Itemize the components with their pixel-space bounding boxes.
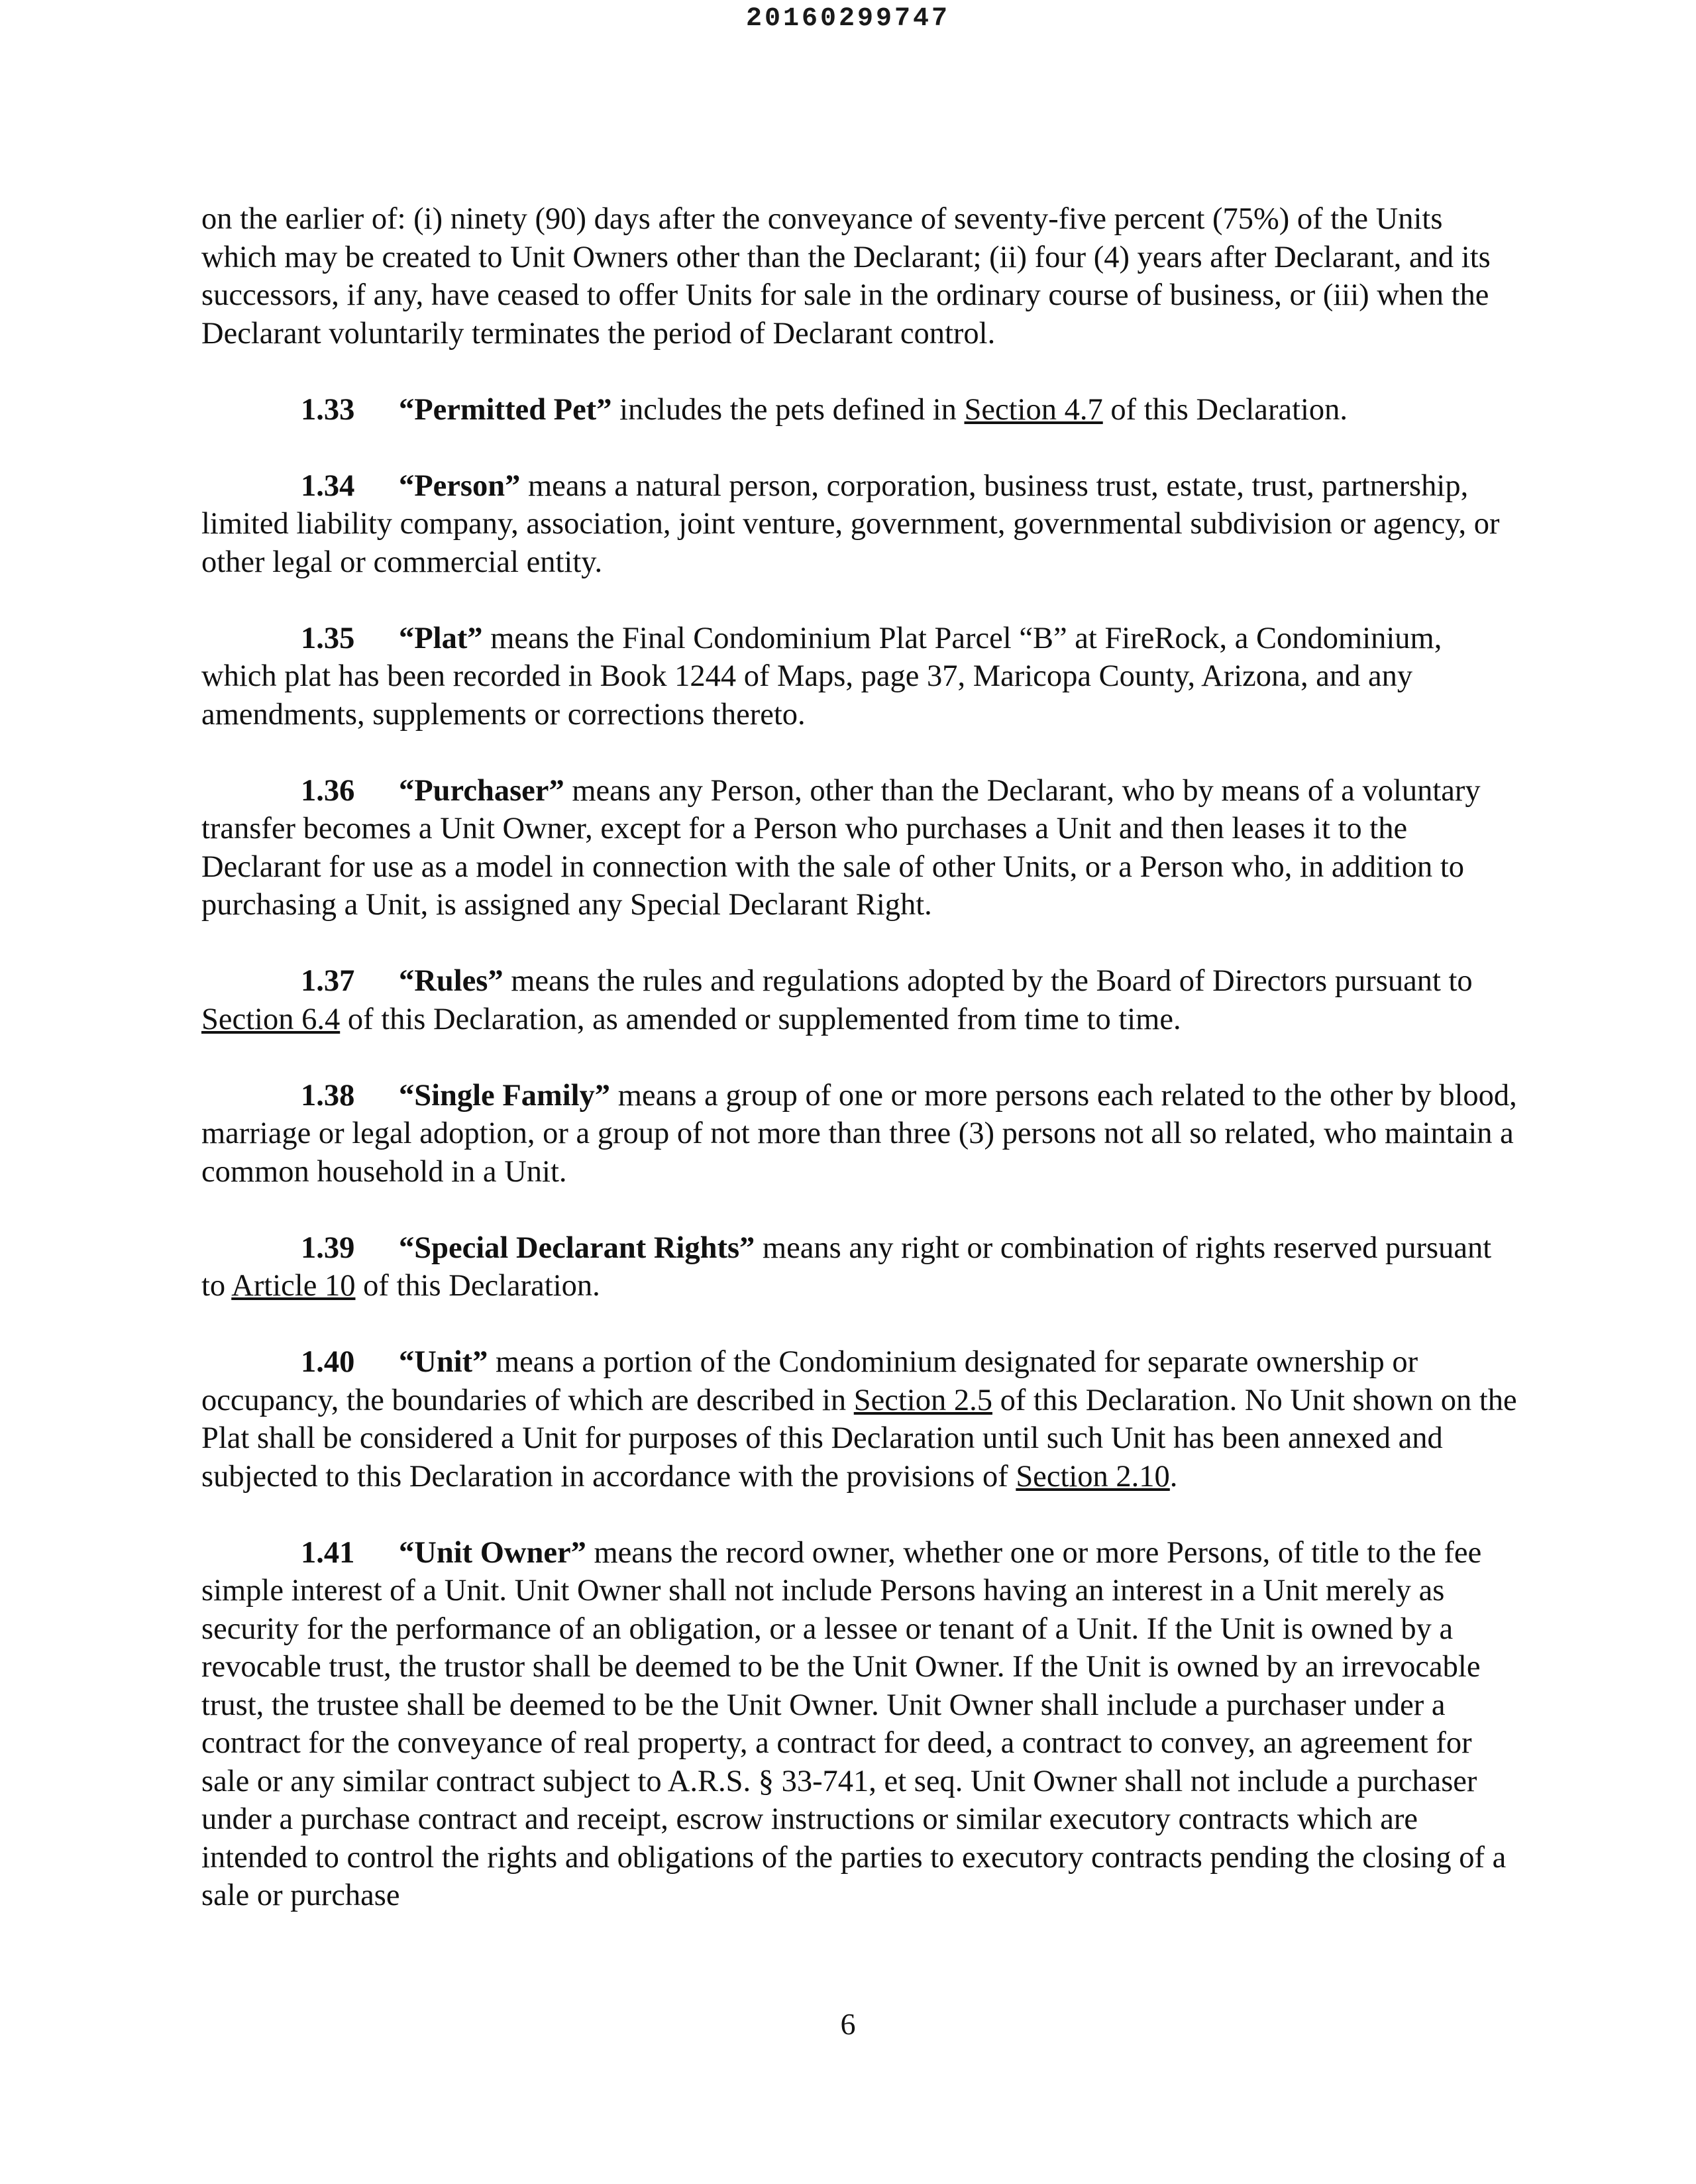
definition-number: 1.40 [301,1345,355,1379]
definition-text: means the rules and regulations adopted by the Board of Directors pursuant to [503,964,1473,998]
definition-term: “Permitted Pet” [399,392,612,427]
definition-text: means a group of one or more persons each related to the other by blood, marriage or legal adoption, or a group of not more than three (3) persons not all so related, who maintain a common household in a Unit. [201,1078,1517,1189]
definition-text: means the record owner, whether one or more Persons, of title to the fee simple interest of a Unit. Unit Owner shall not include Persons having an interest in a Unit merely as security for the performance of an obligation, or a lessee or tenant of a Unit. If the Unit is owned by a revocable trust, the trustor shall be deemed to be the Unit Owner. If the Unit is owned by an irrevocable trust, the trustee shall be deemed to be the Unit Owner. Unit Owner shall include a purchaser under a contract for the conveyance of real property, a contract for deed, a contract to convey, an agreement for sale or any similar contract subject to A.R.S. § 33-741, et seq. Unit Owner shall not include a purchaser under a purchase contract and receipt, escrow instructions or similar executory contracts which are intended to control the rights and obligations of the parties to executory contracts pending the closing of a sale or purchase [201,1535,1507,1912]
definition-1-37 [201,962,1520,1038]
definition-term: “Single Family” [399,1078,611,1113]
definition-term: “Special Declarant Rights” [399,1230,755,1265]
article-reference-link: Article 10 [231,1269,356,1303]
section-reference-link: Section 6.4 [201,1002,341,1036]
definition-1-33 [201,391,1520,429]
definition-1-34 [201,467,1520,582]
definition-text: of this Declaration. No Unit shown on the Plat shall be considered a Unit for purposes of this Declaration until such Unit has been annexed and subjected to this Declaration in accordance with the provisions of [201,1383,1517,1494]
definition-1-41 [201,1534,1520,1915]
definition-text: means a natural person, corporation, business trust, estate, trust, partnership, limited liability company, association, joint venture, government, governmental subdivision or agency, or other legal or commercial entity. [201,468,1500,579]
definition-text: means the Final Condominium Plat Parcel “B” at FireRock, a Condominium, which plat has been recorded in Book 1244 of Maps, page 37, Maricopa County, Arizona, and any amendments, supplements or corrections thereto. [201,621,1442,732]
intro-paragraph: on the earlier of: (i) ninety (90) days after the conveyance of seventy-five percent (75%) of the Units which may be created to Unit Owners other than the Declarant; (ii) four (4) years after Declarant, and its successors, if any, have ceased to offer Units for sale in the ordinary course of business, or (iii) when the Declarant voluntarily terminates the period of Declarant control. [201,202,1491,351]
definition-number: 1.37 [301,964,355,998]
definition-text: means a portion of the Condominium designated for separate ownership or occupancy, the boundaries of which are described in [201,1345,1418,1417]
section-reference-link: Section 2.5 [853,1383,992,1417]
page-number: 6 [840,2007,856,2041]
definition-text: of this Declaration, as amended or supplemented from time to time. [340,1002,1181,1036]
document-body [201,200,1520,1953]
definition-1-38 [201,1077,1520,1191]
definition-1-39 [201,1229,1520,1305]
document-number: 20160299747 [745,4,951,34]
definition-number: 1.34 [301,468,355,503]
definition-text: . [1169,1459,1178,1494]
definition-number: 1.39 [301,1230,355,1265]
definition-term: “Person” [399,468,521,503]
definition-number: 1.33 [301,392,355,427]
definition-text: means any right or combination of rights reserved pursuant to [201,1230,1492,1303]
definition-text: of this Declaration. [355,1269,600,1303]
section-reference-link: Section 4.7 [964,392,1103,427]
definition-number: 1.35 [301,621,355,655]
definition-1-35 [201,620,1520,734]
definition-term: “Purchaser” [399,773,564,808]
definition-number: 1.38 [301,1078,355,1113]
definition-term: “Unit Owner” [399,1535,586,1570]
definition-number: 1.41 [301,1535,355,1570]
definition-1-40 [201,1343,1520,1496]
definition-1-36 [201,772,1520,924]
definition-number: 1.36 [301,773,355,808]
definition-text: means any Person, other than the Declarant, who by means of a voluntary transfer becomes a Unit Owner, except for a Person who purchases a Unit and then leases it to the Declarant for use as a model in connection with the sale of other Units, or a Person who, in addition to purchasing a Unit, is assigned any Special Declarant Right. [201,773,1481,922]
definition-term: “Unit” [399,1345,488,1379]
section-reference-link: Section 2.10 [1016,1459,1170,1494]
definition-term: “Rules” [399,964,504,998]
definition-term: “Plat” [399,621,483,655]
definition-text: of this Declaration. [1102,392,1348,427]
definition-text: includes the pets defined in [611,392,965,427]
